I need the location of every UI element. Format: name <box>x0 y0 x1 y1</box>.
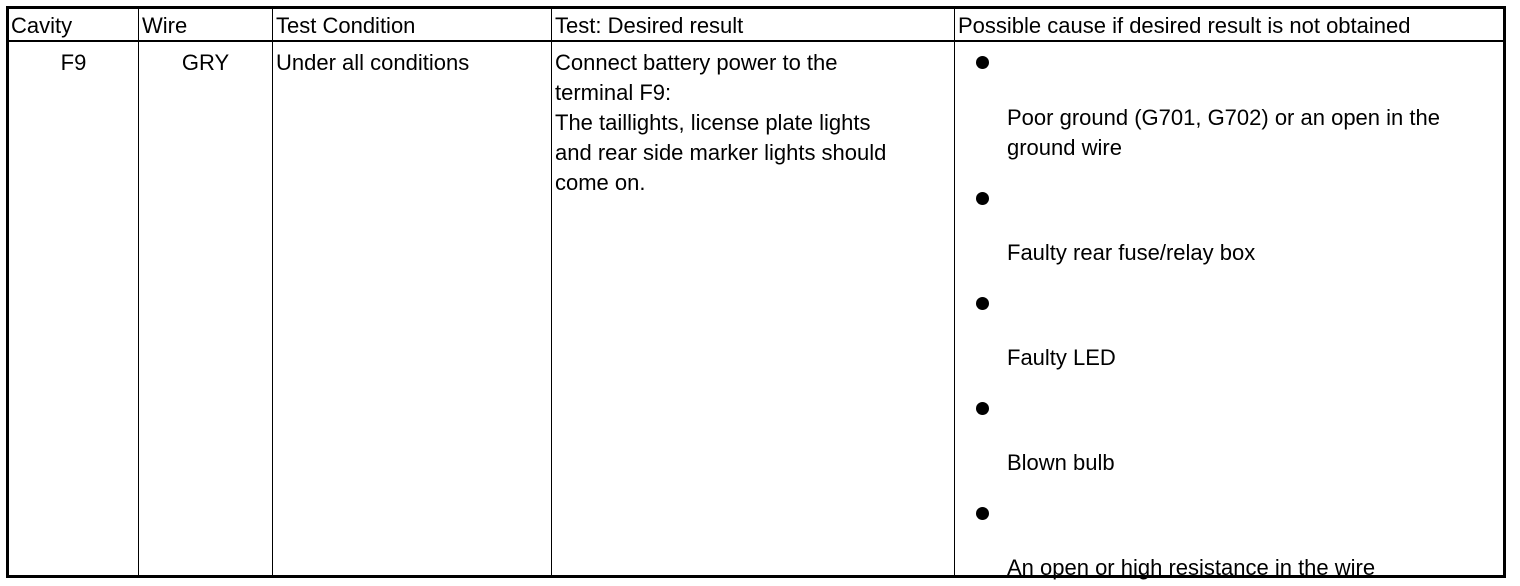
cause-line: Blown bulb <box>1007 450 1115 475</box>
bullet-icon <box>976 402 989 415</box>
column-divider <box>954 9 955 575</box>
desired-result-line: and rear side marker lights should <box>555 140 887 165</box>
header-possible-cause: Possible cause if desired result is not obtained <box>958 13 1411 38</box>
bullet-icon <box>976 192 989 205</box>
cause-line: Faulty rear fuse/relay box <box>1007 240 1256 265</box>
bullet-icon <box>976 297 989 310</box>
bullet-icon <box>976 56 989 69</box>
desired-result-line: Connect battery power to the <box>555 50 838 75</box>
desired-result-line: terminal F9: <box>555 80 672 105</box>
cause-item <box>1007 343 1116 373</box>
cause-line: Poor ground (G701, G702) or an open in the <box>1007 105 1440 130</box>
column-divider <box>272 9 273 575</box>
cell-desired-result <box>555 48 950 198</box>
cause-line: An open or high resistance in the wire <box>1007 555 1376 580</box>
cause-line: ground wire <box>1007 135 1122 160</box>
diagnostic-table <box>6 6 1506 578</box>
column-divider <box>551 9 552 575</box>
cause-item <box>1007 448 1115 478</box>
cause-line: Faulty LED <box>1007 345 1116 370</box>
column-divider <box>138 9 139 575</box>
desired-result-line: The taillights, license plate lights <box>555 110 871 135</box>
cause-item <box>1007 238 1255 268</box>
header-cavity: Cavity <box>11 13 73 38</box>
header-test-condition: Test Condition <box>276 13 416 38</box>
cell-cavity: F9 <box>60 50 87 75</box>
cell-wire: GRY <box>181 50 230 75</box>
header-wire: Wire <box>142 13 188 38</box>
cause-item <box>1007 103 1440 163</box>
desired-result-line: come on. <box>555 170 646 195</box>
cause-item <box>1007 553 1375 583</box>
bullet-icon <box>976 507 989 520</box>
cell-test-condition: Under all conditions <box>276 50 470 75</box>
header-desired-result: Test: Desired result <box>555 13 744 38</box>
